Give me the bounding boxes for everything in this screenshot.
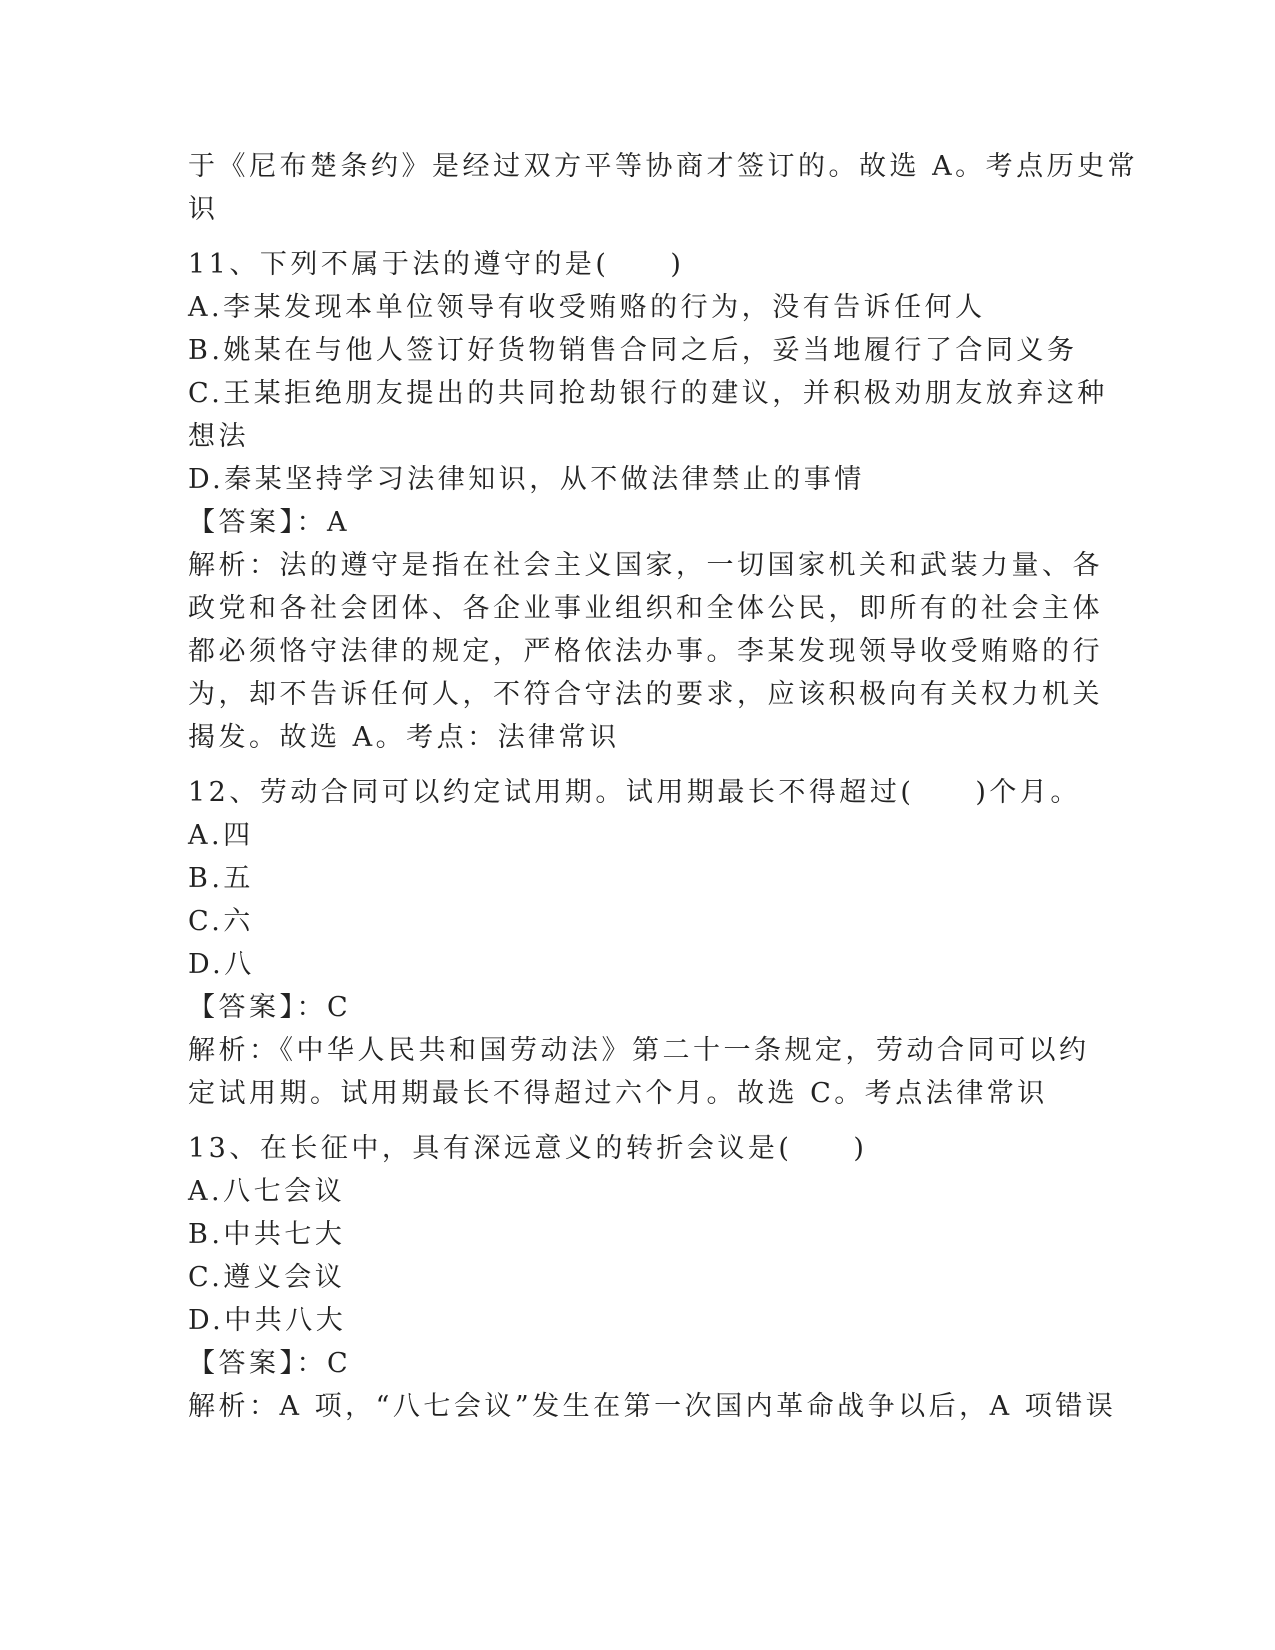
option-c-continued: 想法	[188, 421, 249, 452]
option-c: C.王某拒绝朋友提出的共同抢劫银行的建议，并积极劝朋友放弃这种	[188, 378, 1108, 409]
analysis-line: 解析：《中华人民共和国劳动法》第二十一条规定，劳动合同可以约	[188, 1035, 1090, 1066]
document-page	[188, 145, 1139, 1428]
continued-analysis	[188, 145, 1139, 231]
option-d: D.八	[188, 949, 255, 980]
option-d: D.秦某坚持学习法律知识，从不做法律禁止的事情	[188, 464, 865, 495]
answer: 【答案】：C	[188, 992, 352, 1023]
question-stem: 11、下列不属于法的遵守的是( )	[188, 249, 685, 280]
analysis-line: 揭发。故选 A。考点：法律常识	[188, 722, 620, 753]
answer: 【答案】：C	[188, 1348, 352, 1379]
analysis-line: 解析：法的遵守是指在社会主义国家，一切国家机关和武装力量、各	[188, 550, 1103, 581]
question-13	[188, 1127, 1117, 1428]
question-11	[188, 243, 1108, 759]
analysis-line: 都必须恪守法律的规定，严格依法办事。李某发现领导收受贿赂的行	[188, 636, 1103, 667]
option-a: A.李某发现本单位领导有收受贿赂的行为，没有告诉任何人	[188, 292, 986, 323]
answer: 【答案】：A	[188, 507, 350, 538]
analysis-line: 政党和各社会团体、各企业事业组织和全体公民，即所有的社会主体	[188, 593, 1103, 624]
option-b: B.姚某在与他人签订好货物销售合同之后，妥当地履行了合同义务	[188, 335, 1078, 366]
question-stem: 12、劳动合同可以约定试用期。试用期最长不得超过( )个月。	[188, 777, 1081, 808]
text-line: 于《尼布楚条约》是经过双方平等协商才签订的。故选 A。考点历史常	[188, 151, 1139, 182]
option-b: B.五	[188, 863, 254, 894]
option-a: A.四	[188, 820, 254, 851]
question-stem: 13、在长征中，具有深远意义的转折会议是( )	[188, 1133, 868, 1164]
analysis-line: 定试用期。试用期最长不得超过六个月。故选 C。考点法律常识	[188, 1078, 1048, 1109]
analysis-line: 为，却不告诉任何人，不符合守法的要求，应该积极向有关权力机关	[188, 679, 1103, 710]
option-b: B.中共七大	[188, 1219, 346, 1250]
option-a: A.八七会议	[188, 1176, 346, 1207]
option-c: C.六	[188, 906, 254, 937]
option-c: C.遵义会议	[188, 1262, 346, 1293]
question-12	[188, 771, 1088, 1115]
option-d: D.中共八大	[188, 1305, 347, 1336]
analysis-line: 解析：A 项，“八七会议”发生在第一次国内革命战争以后，A 项错误	[188, 1391, 1117, 1422]
text-line: 识	[188, 194, 219, 225]
